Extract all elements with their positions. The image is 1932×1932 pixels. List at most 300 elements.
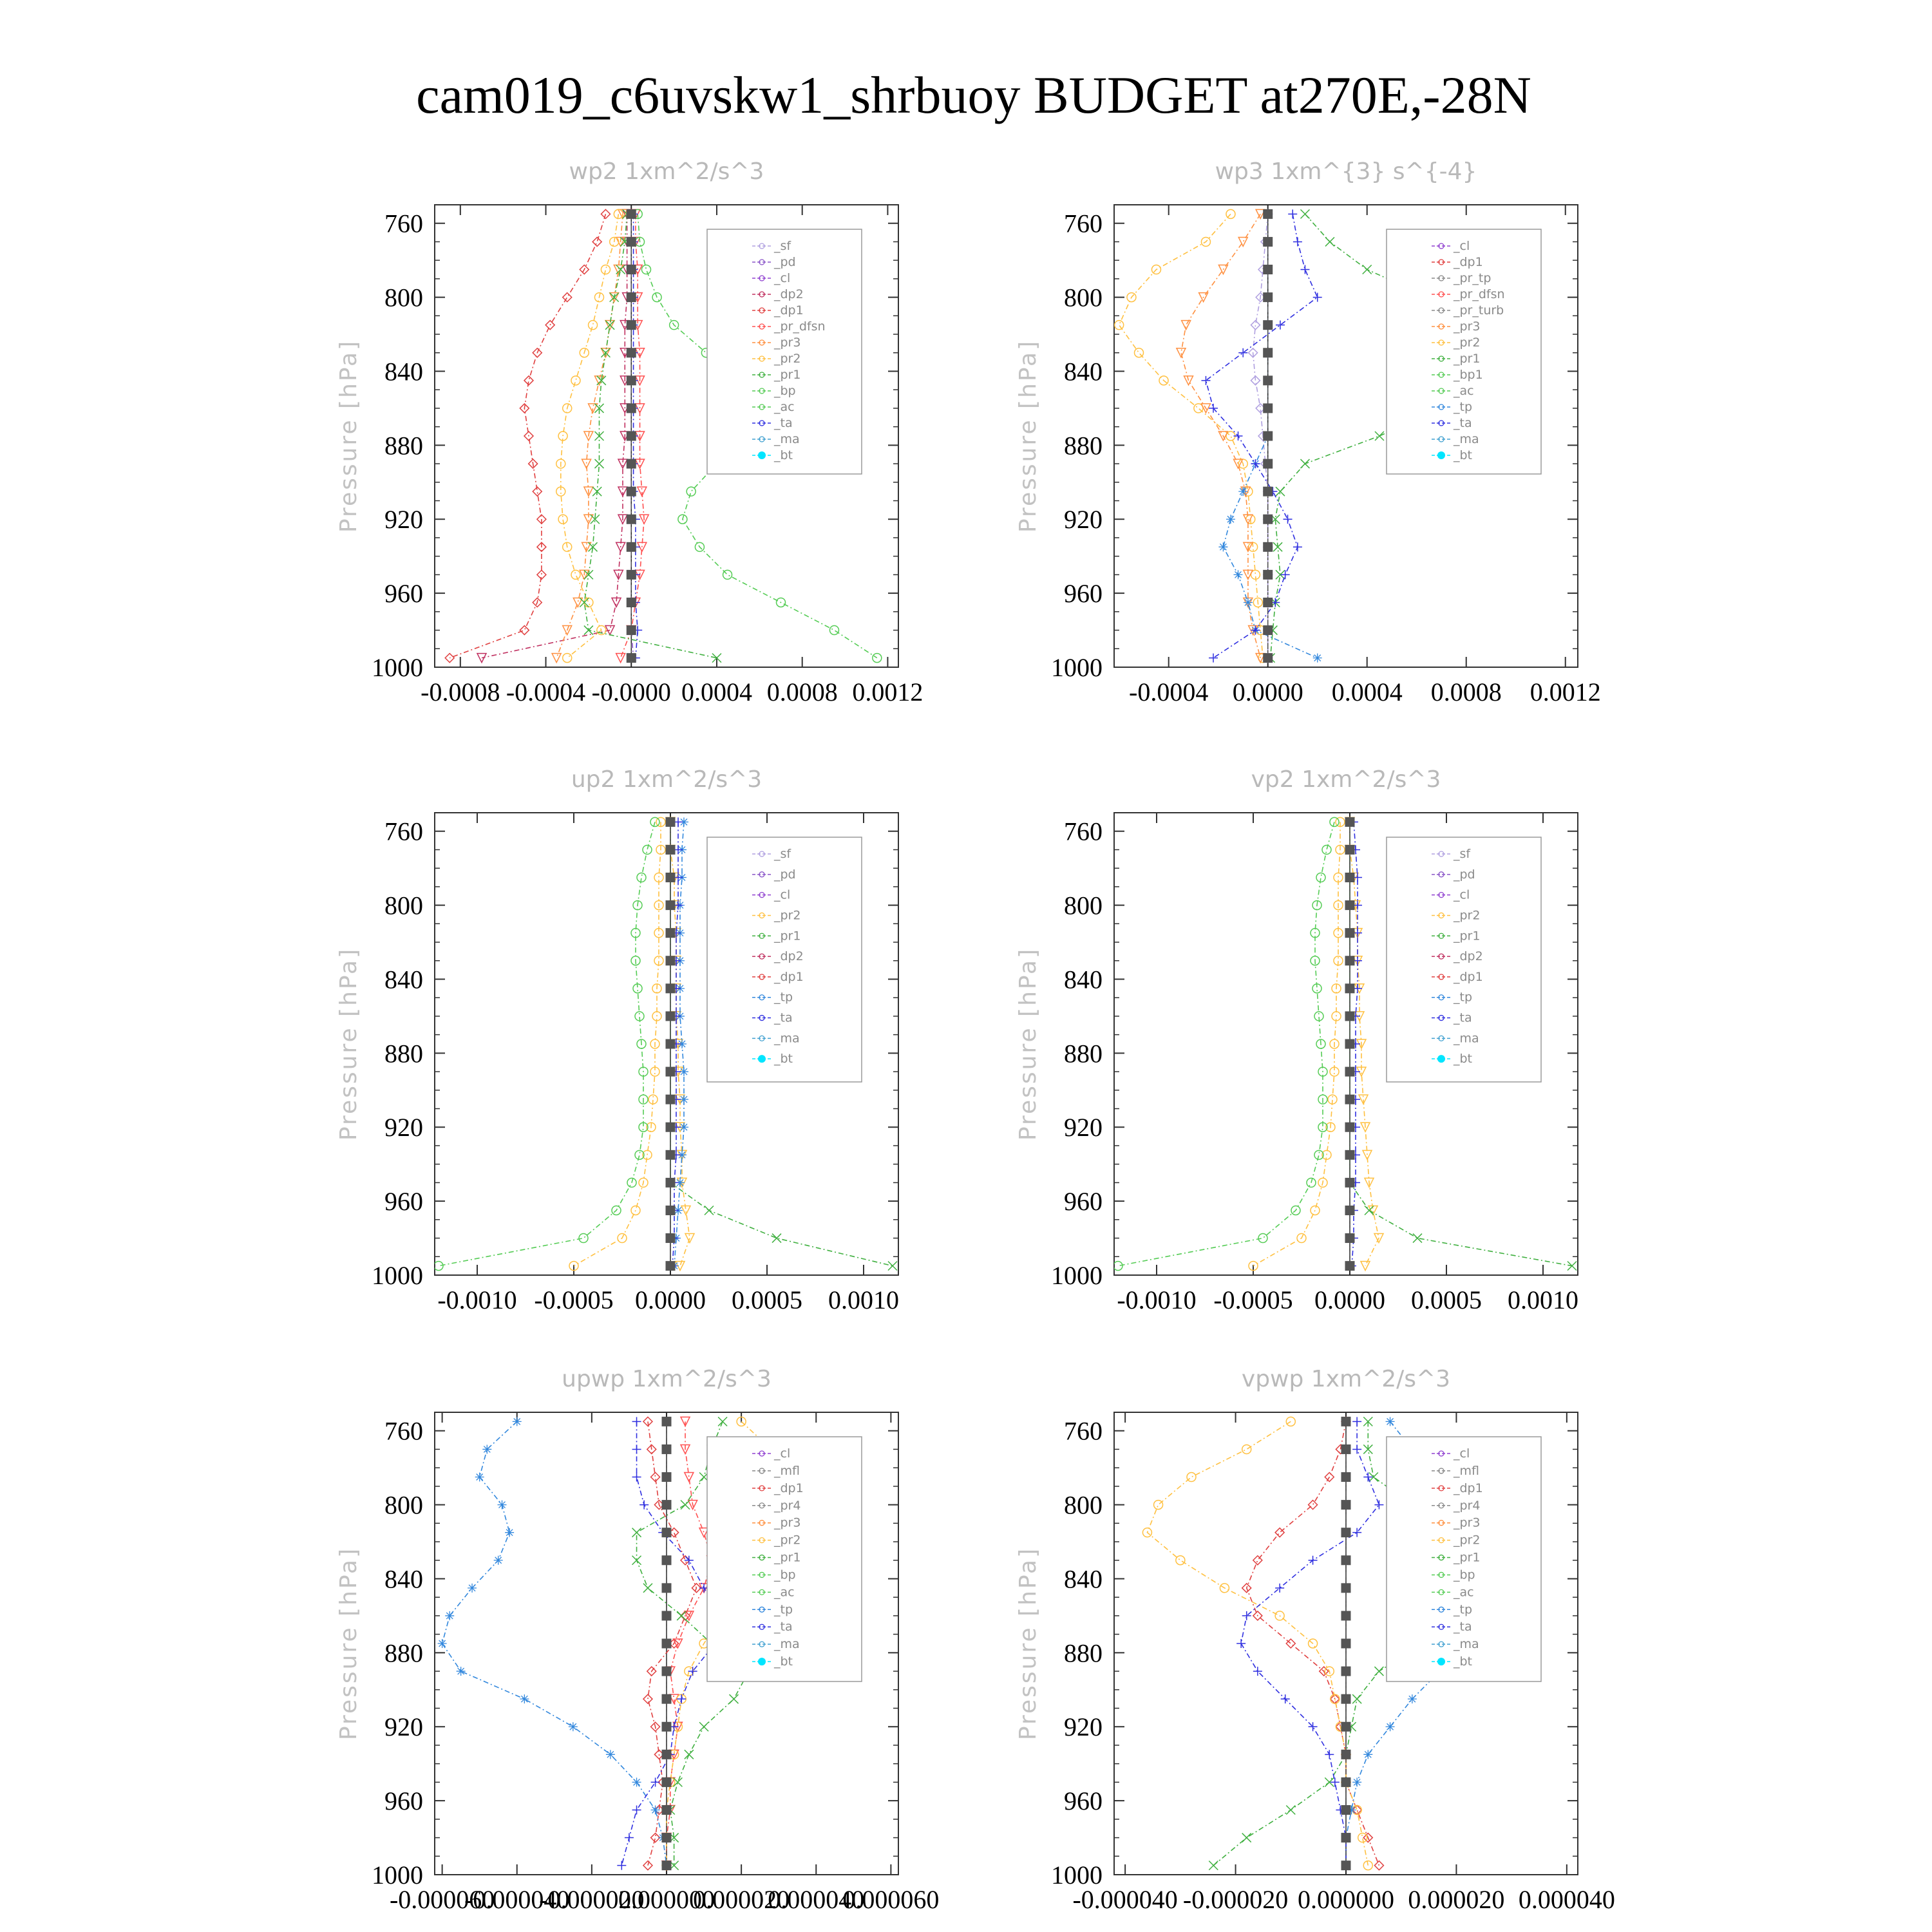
data-point_bt bbox=[627, 515, 636, 524]
data-point_bt bbox=[1341, 1861, 1350, 1870]
legend-label: _tp bbox=[1454, 400, 1473, 414]
legend-label: _ac bbox=[774, 1585, 795, 1600]
legend-label: _pr4 bbox=[1454, 1498, 1481, 1513]
data-point_pr1 bbox=[584, 626, 593, 635]
data-point_dp1 bbox=[1322, 845, 1331, 854]
legend-label: _ta bbox=[774, 1010, 793, 1025]
legend-label: _ac bbox=[1454, 1585, 1474, 1600]
series-line_pr1 bbox=[1253, 822, 1340, 1265]
chart-panel-3 bbox=[336, 766, 899, 1314]
data-point_dp1 bbox=[563, 293, 572, 302]
data-point_pr3 bbox=[1182, 321, 1191, 330]
x-tick-label: 0.0008 bbox=[1430, 677, 1502, 706]
data-point_pr_dfsn bbox=[616, 654, 625, 663]
data-point_bt bbox=[1341, 1750, 1350, 1759]
legend-label: _ma bbox=[774, 1031, 800, 1046]
data-point_bt bbox=[662, 1833, 671, 1842]
panel-title: vp2 1xm^2/s^3 bbox=[1251, 766, 1441, 793]
data-point_ac bbox=[641, 265, 650, 274]
data-point_bt bbox=[1264, 459, 1273, 468]
data-point_tp bbox=[513, 1417, 522, 1426]
x-tick-label: 0.000040 bbox=[768, 1885, 865, 1914]
data-point_bp bbox=[685, 1750, 694, 1759]
data-point_dp1 bbox=[1113, 1262, 1122, 1271]
legend-label: _pr_dfsn bbox=[774, 319, 826, 334]
x-tick-label: 0.000000 bbox=[1298, 1885, 1394, 1914]
series-line_tp bbox=[442, 1421, 667, 1865]
data-point_dp1 bbox=[434, 1262, 443, 1271]
data-point_ta bbox=[632, 1473, 641, 1482]
legend-label: _bt bbox=[774, 1654, 793, 1669]
data-point_bp bbox=[1242, 1833, 1251, 1842]
x-tick-label: -0.0000 bbox=[591, 677, 671, 706]
legend-label: _pr1 bbox=[774, 368, 801, 382]
data-point_ta bbox=[1288, 209, 1297, 218]
y-tick-label: 960 bbox=[1064, 1187, 1103, 1217]
y-tick-label: 920 bbox=[1064, 1113, 1103, 1142]
data-point_ta bbox=[1209, 654, 1218, 663]
x-tick-label: -0.0010 bbox=[1117, 1285, 1197, 1314]
y-axis-label: Pressure [hPa] bbox=[1015, 947, 1041, 1141]
data-point_bp bbox=[1352, 1694, 1361, 1703]
legend bbox=[707, 1437, 862, 1681]
legend-label: _bt bbox=[1454, 1654, 1473, 1669]
y-tick-label: 920 bbox=[384, 1113, 423, 1142]
legend bbox=[1387, 837, 1541, 1082]
data-point_tp bbox=[520, 1694, 529, 1703]
data-point_ac bbox=[723, 570, 732, 579]
x-tick-label: 0.000060 bbox=[842, 1885, 940, 1914]
y-tick-label: 880 bbox=[384, 1638, 423, 1668]
data-point_tp bbox=[606, 1750, 615, 1759]
legend-label: _ma bbox=[1454, 1637, 1479, 1652]
data-point_bt bbox=[1345, 817, 1354, 826]
legend-label: _tp bbox=[774, 1602, 793, 1617]
x-tick-label: -0.000040 bbox=[464, 1885, 570, 1914]
legend-label: _dp1 bbox=[774, 303, 804, 317]
data-point_dp1 bbox=[592, 237, 601, 246]
y-axis-label: Pressure [hPa] bbox=[336, 339, 362, 533]
data-point_cl bbox=[1251, 321, 1260, 330]
legend-label: _cl bbox=[774, 1446, 791, 1461]
data-point_bt bbox=[662, 1639, 671, 1648]
data-point_bt bbox=[627, 321, 636, 330]
y-tick-label: 840 bbox=[1064, 1564, 1103, 1594]
y-tick-label: 1000 bbox=[1051, 653, 1103, 682]
x-tick-label: 0.0010 bbox=[1508, 1285, 1578, 1314]
data-point_bt bbox=[666, 1178, 675, 1187]
data-point_bt bbox=[1345, 873, 1354, 882]
chart-panel-1 bbox=[336, 158, 923, 706]
data-point_ta bbox=[1325, 1750, 1334, 1759]
data-point_ta bbox=[1201, 376, 1210, 385]
data-point_dp2 bbox=[605, 626, 614, 635]
data-point_bt bbox=[1345, 1178, 1354, 1187]
data-point_bt bbox=[1345, 1012, 1354, 1021]
series-line_pr1 bbox=[584, 214, 717, 658]
legend-label: _cl bbox=[1454, 239, 1470, 253]
data-point_bt bbox=[627, 654, 636, 663]
data-point_bt bbox=[662, 1444, 671, 1454]
data-point_bt bbox=[1345, 1039, 1354, 1048]
data-point_bt bbox=[1341, 1833, 1350, 1842]
data-point_bt bbox=[1341, 1501, 1350, 1510]
legend-label: _tp bbox=[1454, 990, 1473, 1005]
y-axis-label: Pressure [hPa] bbox=[336, 1546, 362, 1741]
series-line_ta bbox=[1241, 1421, 1379, 1865]
x-tick-label: 0.0012 bbox=[852, 677, 923, 706]
y-tick-label: 920 bbox=[384, 505, 423, 535]
x-tick-label: 0.0008 bbox=[766, 677, 838, 706]
data-point_bp1 bbox=[1363, 265, 1372, 274]
data-point_tp bbox=[494, 1556, 503, 1565]
data-point_bt bbox=[666, 1067, 675, 1076]
y-tick-label: 800 bbox=[384, 283, 423, 312]
data-point_bt bbox=[666, 873, 675, 882]
legend-marker bbox=[758, 1055, 766, 1063]
series-line_pr1 bbox=[574, 822, 661, 1265]
x-tick-label: 0.000000 bbox=[618, 1885, 715, 1914]
data-point_bp bbox=[730, 1694, 739, 1703]
series-line_dp1 bbox=[450, 214, 605, 658]
data-point_bt bbox=[666, 901, 675, 910]
legend bbox=[707, 837, 862, 1082]
y-tick-label: 920 bbox=[1064, 505, 1103, 535]
data-point_bt bbox=[666, 929, 675, 938]
x-tick-label: -0.0004 bbox=[1129, 677, 1209, 706]
data-point_bt bbox=[1341, 1639, 1350, 1648]
y-tick-label: 760 bbox=[1064, 1416, 1103, 1446]
data-point_pr4 bbox=[643, 1694, 652, 1703]
series-line_pr4 bbox=[648, 1421, 696, 1865]
legend-label: _pr1 bbox=[1454, 352, 1481, 366]
data-point_tp bbox=[1363, 1750, 1372, 1759]
data-point_bt bbox=[627, 237, 636, 246]
legend-label: _ma bbox=[1454, 1031, 1479, 1046]
data-point_ta bbox=[1374, 1501, 1383, 1510]
data-point_tp bbox=[438, 1639, 447, 1648]
series-line_pr1 bbox=[1147, 1421, 1368, 1865]
data-point_pr3 bbox=[685, 1611, 694, 1620]
data-point_tp bbox=[498, 1501, 507, 1510]
data-point_pr2 bbox=[601, 265, 610, 274]
data-point_bp1 bbox=[1300, 209, 1309, 218]
data-point_dp1 bbox=[643, 845, 652, 854]
data-point_bt bbox=[662, 1750, 671, 1759]
data-point_dp1 bbox=[520, 626, 529, 635]
data-point_tp bbox=[1226, 515, 1235, 524]
x-tick-label: 0.0000 bbox=[1232, 677, 1303, 706]
data-point_bt bbox=[1264, 209, 1273, 218]
data-point_ta bbox=[632, 1805, 641, 1814]
data-point_bt bbox=[1264, 376, 1273, 385]
data-point_pr3 bbox=[594, 376, 603, 385]
y-tick-label: 880 bbox=[384, 431, 423, 460]
legend-label: _bp bbox=[1454, 1567, 1475, 1582]
data-point_bp1 bbox=[1325, 237, 1334, 246]
data-point_bt bbox=[666, 1095, 675, 1104]
legend-label: _ta bbox=[774, 1620, 793, 1634]
legend-label: _pr2 bbox=[774, 1533, 801, 1548]
data-point_bt bbox=[627, 404, 636, 413]
data-point_tp bbox=[1244, 598, 1253, 607]
legend bbox=[1387, 229, 1541, 474]
data-point_bt bbox=[1264, 542, 1273, 551]
legend-label: _pr1 bbox=[1454, 929, 1481, 943]
y-tick-label: 880 bbox=[1064, 1638, 1103, 1668]
legend-label: _dp2 bbox=[774, 949, 804, 964]
legend-label: _pd bbox=[774, 867, 796, 882]
legend-label: _ta bbox=[1454, 1010, 1472, 1025]
data-point_bt bbox=[1264, 348, 1273, 357]
data-point_bt bbox=[666, 956, 675, 965]
panel-title: wp2 1xm^2/s^3 bbox=[569, 158, 764, 185]
data-point_tp bbox=[1238, 487, 1247, 496]
legend-label: _pr3 bbox=[774, 1515, 801, 1530]
data-point_tp bbox=[505, 1528, 514, 1537]
y-tick-label: 800 bbox=[1064, 1490, 1103, 1520]
data-point_ta bbox=[1309, 1556, 1318, 1565]
y-tick-label: 800 bbox=[384, 1490, 423, 1520]
data-point_bt bbox=[666, 1039, 675, 1048]
data-point_bp bbox=[1209, 1861, 1218, 1870]
y-tick-label: 1000 bbox=[372, 1861, 423, 1889]
data-point_bt bbox=[1264, 265, 1273, 274]
data-point_bt bbox=[627, 598, 636, 607]
data-point_bt bbox=[1341, 1417, 1350, 1426]
data-point_bt bbox=[662, 1805, 671, 1814]
panel-title: wp3 1xm^{3} s^{-4} bbox=[1215, 158, 1477, 185]
data-point_tp bbox=[1408, 1694, 1417, 1703]
data-point_tp bbox=[1352, 1777, 1361, 1786]
x-tick-label: 0.0004 bbox=[1331, 677, 1403, 706]
x-tick-label: -0.0005 bbox=[1213, 1285, 1293, 1314]
x-tick-label: 0.000020 bbox=[693, 1885, 790, 1914]
data-point_bp1 bbox=[1375, 431, 1384, 440]
panel-title: up2 1xm^2/s^3 bbox=[571, 766, 762, 793]
y-tick-label: 840 bbox=[384, 357, 423, 386]
data-point_bp bbox=[677, 1611, 686, 1620]
data-point_bt bbox=[662, 1861, 671, 1870]
data-point_bt bbox=[1264, 293, 1273, 302]
chart-panel-5 bbox=[336, 1366, 939, 1914]
legend-label: _pr3 bbox=[1454, 1515, 1481, 1530]
legend-label: _ta bbox=[1454, 416, 1472, 430]
data-point_bt bbox=[1264, 404, 1273, 413]
data-point_bt bbox=[1264, 626, 1273, 635]
x-tick-label: 0.000020 bbox=[1408, 1885, 1505, 1914]
data-point_bt bbox=[1264, 598, 1273, 607]
data-point_bt bbox=[666, 1012, 675, 1021]
legend-label: _pr1 bbox=[774, 1550, 801, 1565]
data-point_tp bbox=[569, 1722, 578, 1731]
legend-label: _sf bbox=[774, 239, 791, 253]
data-point_bt bbox=[627, 209, 636, 218]
data-point_bt bbox=[666, 984, 675, 993]
data-point_ta bbox=[1352, 1444, 1361, 1454]
legend-label: _tp bbox=[774, 990, 793, 1005]
legend-label: _pr3 bbox=[774, 336, 801, 350]
y-tick-label: 960 bbox=[1064, 579, 1103, 609]
legend-label: _sf bbox=[774, 847, 791, 861]
chart-panel-6 bbox=[1015, 1366, 1615, 1914]
data-point_tp bbox=[475, 1473, 484, 1482]
data-point_dp2 bbox=[888, 1262, 897, 1271]
legend-label: _dp1 bbox=[1454, 1481, 1483, 1495]
y-tick-label: 960 bbox=[1064, 1786, 1103, 1816]
x-tick-label: 0.0010 bbox=[828, 1285, 899, 1314]
y-tick-label: 880 bbox=[384, 1039, 423, 1068]
y-tick-label: 1000 bbox=[1051, 1861, 1103, 1889]
data-point_bp bbox=[643, 1584, 652, 1593]
data-point_bt bbox=[666, 1262, 675, 1271]
legend-label: _pr_tp bbox=[1454, 271, 1492, 285]
y-tick-label: 760 bbox=[384, 1416, 423, 1446]
data-point_dp1 bbox=[1258, 1234, 1267, 1243]
data-point_ta bbox=[1238, 348, 1247, 357]
data-point_tp bbox=[679, 1122, 688, 1132]
data-point_ta bbox=[632, 1417, 641, 1426]
legend-label: _pd bbox=[1454, 867, 1475, 882]
data-point_pr2 bbox=[1115, 321, 1124, 330]
y-tick-label: 920 bbox=[1064, 1712, 1103, 1742]
data-point_bt bbox=[627, 348, 636, 357]
x-tick-label: -0.0010 bbox=[437, 1285, 517, 1314]
x-tick-label: 0.000040 bbox=[1518, 1885, 1615, 1914]
legend-marker bbox=[758, 1658, 766, 1665]
y-tick-label: 760 bbox=[384, 817, 423, 846]
data-point_bt bbox=[627, 626, 636, 635]
legend-label: _bt bbox=[1454, 1052, 1473, 1066]
data-point_bt bbox=[1264, 515, 1273, 524]
y-tick-label: 880 bbox=[1064, 431, 1103, 460]
data-point_bt bbox=[627, 293, 636, 302]
x-tick-label: -0.000020 bbox=[539, 1885, 645, 1914]
data-point_bt bbox=[1264, 487, 1273, 496]
data-point_ac bbox=[687, 487, 696, 496]
data-point_bt bbox=[662, 1722, 671, 1731]
legend-label: _pr4 bbox=[774, 1498, 801, 1513]
legend-label: _bt bbox=[1454, 448, 1473, 462]
data-point_bt bbox=[662, 1556, 671, 1565]
figure-title: cam019_c6uvskw1_shrbuoy BUDGET at270E,-28N bbox=[416, 66, 1531, 124]
data-point_ta bbox=[1281, 570, 1290, 579]
data-point_bt bbox=[1341, 1473, 1350, 1482]
legend-marker bbox=[758, 451, 766, 459]
data-point_bt bbox=[662, 1473, 671, 1482]
data-point_bt bbox=[662, 1694, 671, 1703]
legend-label: _dp1 bbox=[774, 1481, 804, 1495]
y-tick-label: 840 bbox=[1064, 357, 1103, 386]
data-point_bt bbox=[662, 1584, 671, 1593]
legend-label: _cl bbox=[774, 271, 791, 285]
data-point_ta bbox=[1276, 321, 1285, 330]
data-point_ta bbox=[1300, 265, 1309, 274]
y-tick-label: 960 bbox=[384, 579, 423, 609]
data-point_pr1 bbox=[1358, 1833, 1367, 1842]
legend bbox=[707, 229, 862, 474]
y-tick-label: 920 bbox=[384, 1712, 423, 1742]
legend-label: _ma bbox=[774, 1637, 800, 1652]
data-point_bt bbox=[1345, 1095, 1354, 1104]
data-point_bt bbox=[1341, 1528, 1350, 1537]
data-point_pr3 bbox=[1177, 348, 1186, 357]
data-point_ta bbox=[1363, 1473, 1372, 1482]
y-tick-label: 840 bbox=[384, 1564, 423, 1594]
data-point_bt bbox=[1341, 1777, 1350, 1786]
data-point_bp bbox=[681, 1501, 690, 1510]
data-point_bt bbox=[1345, 929, 1354, 938]
data-point_ta bbox=[651, 1777, 660, 1786]
legend-label: _pr_turb bbox=[1454, 303, 1504, 317]
x-tick-label: -0.000020 bbox=[1182, 1885, 1289, 1914]
y-tick-label: 1000 bbox=[372, 653, 423, 682]
legend-label: _bp bbox=[774, 384, 796, 398]
data-point_pr1 bbox=[1154, 1501, 1163, 1510]
data-point_ta bbox=[617, 1861, 626, 1870]
data-point_ta bbox=[625, 1833, 634, 1842]
data-point_pr2 bbox=[571, 376, 580, 385]
legend-label: _sf bbox=[1454, 847, 1471, 861]
data-point_pr3 bbox=[552, 654, 561, 663]
data-point_pr1 bbox=[616, 265, 625, 274]
data-point_bt bbox=[1341, 1584, 1350, 1593]
data-point_bt bbox=[1264, 321, 1273, 330]
panel-title: upwp 1xm^2/s^3 bbox=[562, 1366, 772, 1392]
legend-label: _ac bbox=[1454, 384, 1474, 398]
y-axis-label: Pressure [hPa] bbox=[336, 947, 362, 1141]
legend-label: _pr3 bbox=[1454, 319, 1481, 334]
legend-label: _pd bbox=[774, 255, 796, 269]
data-point_bt bbox=[662, 1417, 671, 1426]
legend-marker bbox=[1437, 1658, 1445, 1665]
data-point_bt bbox=[1341, 1444, 1350, 1454]
data-point_pr2 bbox=[571, 570, 580, 579]
y-tick-label: 800 bbox=[1064, 283, 1103, 312]
data-point_pr3 bbox=[1238, 237, 1247, 246]
legend-label: _pr2 bbox=[1454, 908, 1481, 923]
data-point_bt bbox=[1345, 1067, 1354, 1076]
legend-label: _cl bbox=[1454, 1446, 1470, 1461]
legend-label: _pr_dfsn bbox=[1454, 287, 1505, 301]
data-point_bt bbox=[1341, 1667, 1350, 1676]
data-point_ac bbox=[829, 626, 838, 635]
data-point_bp bbox=[1286, 1805, 1295, 1814]
data-point_bt bbox=[666, 1122, 675, 1132]
data-point_bt bbox=[627, 431, 636, 440]
data-point_pr1 bbox=[610, 293, 619, 302]
data-point_ta bbox=[1293, 542, 1302, 551]
data-point_ta bbox=[1313, 293, 1322, 302]
x-tick-label: 0.0004 bbox=[681, 677, 752, 706]
data-point_bt bbox=[666, 1206, 675, 1215]
data-point_bt bbox=[662, 1667, 671, 1676]
legend-label: _bt bbox=[774, 448, 793, 462]
data-point_bt bbox=[662, 1501, 671, 1510]
y-tick-label: 800 bbox=[384, 891, 423, 920]
data-point_pr2 bbox=[1135, 348, 1144, 357]
data-point_bt bbox=[1341, 1722, 1350, 1731]
legend-label: _pr1 bbox=[774, 929, 801, 943]
data-point_bt bbox=[1341, 1805, 1350, 1814]
panel-group bbox=[336, 158, 1615, 1914]
data-point_bt bbox=[1345, 1234, 1354, 1243]
data-point_bt bbox=[1345, 1206, 1354, 1215]
data-point_pr1 bbox=[1242, 1444, 1251, 1454]
data-point_bt bbox=[662, 1528, 671, 1537]
data-point_tp bbox=[679, 1067, 688, 1076]
data-point_bt bbox=[1345, 1150, 1354, 1159]
